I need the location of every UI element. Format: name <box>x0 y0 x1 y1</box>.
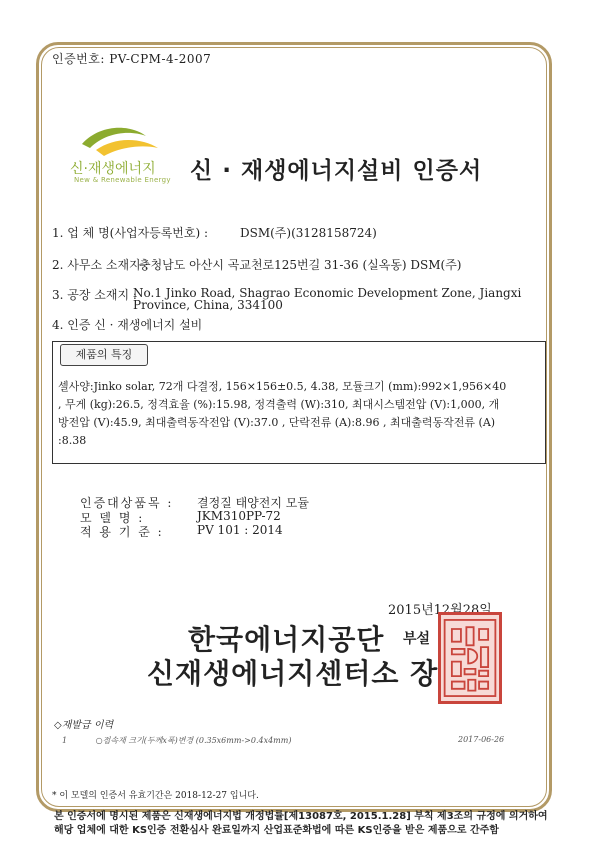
logo-swoosh-yellow <box>96 140 158 156</box>
history-desc: ○접속재 크기(두께x폭)변경 (0.35x6mm->0.4x4mm) <box>95 736 292 745</box>
equipment-label: 4. 인증 신 · 재생에너지 설비 <box>52 318 203 332</box>
standard-value: PV 101 : 2014 <box>197 523 283 537</box>
logo-name: 신·재생에너지 <box>70 161 156 177</box>
issuer-name: 한국에너지공단 <box>188 623 385 656</box>
office-label: 2. 사무소 소재지 : <box>52 258 149 272</box>
factory-value-line1: No.1 Jinko Road, Shagrao Economic Development Zone, Jiangxi <box>133 286 522 300</box>
spec-line: 셀사양:Jinko solar, 72개 다결정, 156×156±0.5, 4.38, 모듈크기 (mm):992×1,956×40 <box>58 380 507 393</box>
factory-row <box>52 286 522 312</box>
factory-label: 3. 공장 소재지 : <box>52 288 137 302</box>
footer-notice <box>54 810 574 838</box>
equipment-row <box>52 316 202 333</box>
spec-line: 방전압 (V):45.9, 최대출력동작전압 (V):37.0 , 단락전류 (A):8.96 , 최대출력동작전류 (A) <box>58 416 496 429</box>
footer-line: 본 인증서에 명시된 제품은 신재생에너지법 개정법률[제13087호, 2015.1.28] 부칙 제3조의 규정에 의거하여 <box>54 811 548 822</box>
factory-value-line2: Province, China, 334100 <box>133 298 283 312</box>
validity-notice: * 이 모델의 인증서 유효기간은 2018-12-27 입니다. <box>52 791 259 801</box>
certificate-title: 신 · 재생에너지설비 인증서 <box>190 158 483 184</box>
company-value: DSM(주)(3128158724) <box>240 226 377 240</box>
certificate-number: 인증번호: PV-CPM-4-2007 <box>52 52 212 66</box>
reissue-history-row <box>62 735 291 746</box>
issuer-suffix: 부설 <box>403 631 431 647</box>
office-row <box>52 256 462 273</box>
footer-line: 해당 업체에 대한 KS인증 전환심사 완료일까지 산업표준화법에 따른 KS인증을 받은 제품으로 간주함 <box>54 825 499 836</box>
product-item-label: 인증대상품목 : <box>80 496 174 510</box>
spec-line: , 무게 (kg):26.5, 정격효율 (%):15.98, 정격출력 (W):310, 최대시스템전압 (V):1,000, 개 <box>58 398 500 411</box>
company-row <box>52 224 377 241</box>
history-date: 2017-06-26 <box>458 735 505 744</box>
official-seal-icon <box>438 612 502 704</box>
model-value: JKM310PP-72 <box>197 509 281 523</box>
issuer-title: 신재생에너지센터소 장 <box>147 657 439 690</box>
issue-date: 2015년12월28일 <box>388 603 492 618</box>
model-label: 모 델 명 : <box>80 511 145 525</box>
logo-subtitle: New & Renewable Energy <box>74 176 171 184</box>
features-body <box>58 378 542 450</box>
product-item-value: 결정질 태양전지 모듈 <box>197 496 309 510</box>
office-value: 충청남도 아산시 곡교천로125번길 31-36 (실옥동) DSM(주) <box>139 258 462 272</box>
spec-line: :8.38 <box>58 434 87 447</box>
standard-label: 적 용 기 준 : <box>80 525 164 539</box>
company-label: 1. 업 체 명(사업자등록번호) : <box>52 226 209 240</box>
features-tab: 제품의 특징 <box>60 344 148 366</box>
reissue-history-title: ◇재발급 이력 <box>54 720 114 731</box>
history-no: 1 <box>62 736 68 745</box>
